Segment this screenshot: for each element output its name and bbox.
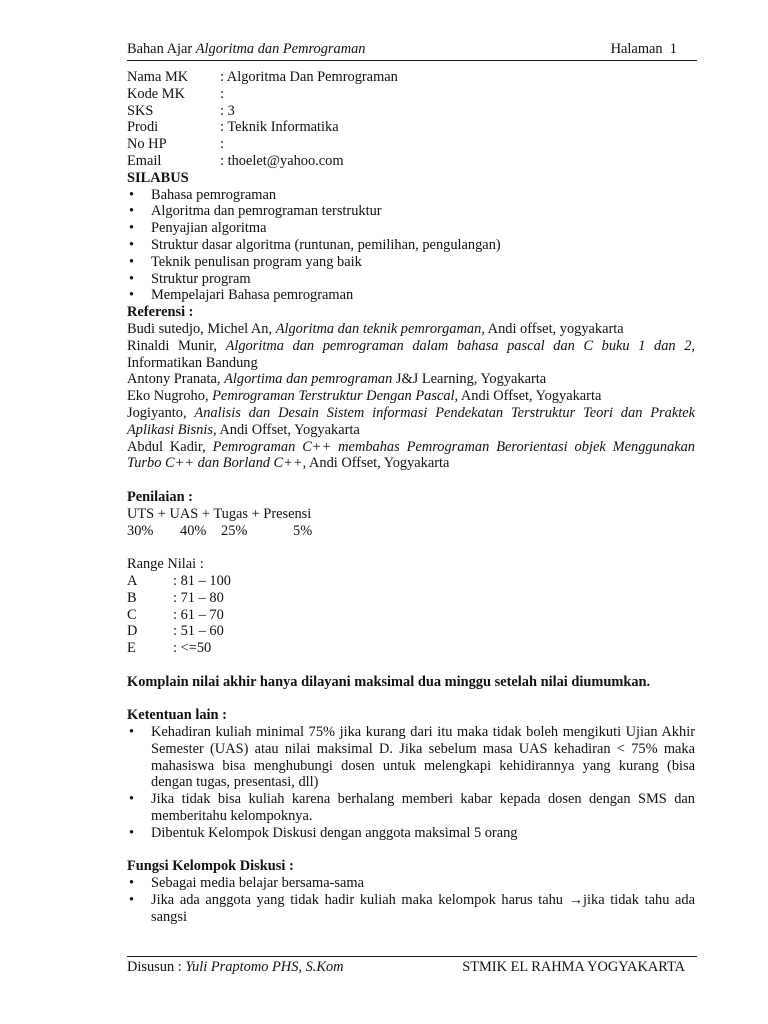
ref-publisher: , Andi Offset, Yogyakarta [302,455,450,472]
list-item: • Struktur program [127,271,695,288]
fungsi-list [127,875,695,925]
silabus-heading: SILABUS [127,169,189,186]
info-row [127,136,695,153]
range-row [127,573,695,590]
ref-author: Budi sutedjo, Michel An, [127,320,276,337]
info-key: No HP [127,136,167,153]
ref-publisher: Andi offset, yogyakarta [484,320,624,337]
info-row [127,119,695,136]
list-item: • Bahasa pemrograman [127,187,695,204]
ketentuan-heading: Ketentuan lain : [127,707,227,724]
ref-title: Pemrograman C++ membahas Pemrograman Berorientasi objek Menggunakan Turbo C++ dan Borland C++ [127,438,695,472]
info-key: Prodi [127,119,159,136]
info-key: Email [127,152,162,169]
info-value: : [220,136,224,153]
fungsi-heading: Fungsi Kelompok Diskusi : [127,858,294,875]
spacer [127,690,695,707]
komplain-note: Komplain nilai akhir hanya dilayani maksimal dua minggu setelah nilai diumumkan. [127,673,651,690]
page-number: Halaman 1 [610,41,677,57]
info-value: : Teknik Informatika [220,119,339,136]
list-item: • Teknik penulisan program yang baik [127,254,695,271]
spacer [127,657,695,674]
penilaian-formula: UTS + UAS + Tugas + Presensi [127,505,312,522]
list-item: • Algoritma dan pemrograman terstruktur [127,203,695,220]
reference-entry [127,439,695,473]
range-row [127,607,695,624]
reference-entry [127,371,695,388]
list-item: • Jika ada anggota yang tidak hadir kuliah maka kelompok harus tahu →jika tidak tahu ada sangsi [127,892,695,926]
info-row [127,86,695,103]
list-item: • Struktur dasar algoritma (runtunan, pemilihan, pengulangan) [127,237,695,254]
range-grade: D [127,623,138,640]
ref-author: Abdul Kadir, [127,438,213,455]
spacer [127,472,695,489]
ref-author: Eko Nugroho, [127,388,213,405]
range-value: : 71 – 80 [173,589,224,606]
ref-title: Algoritma dan teknik pemrorgaman, [275,320,485,337]
header-prefix: Bahan Ajar [127,41,193,57]
percent-value: 30% [127,522,154,539]
range-value: : 81 – 100 [173,572,231,589]
list-item: • Dibentuk Kelompok Diskusi dengan anggota maksimal 5 orang [127,825,695,842]
range-value: : 51 – 60 [173,623,224,640]
referensi-list [127,320,699,472]
spacer [127,539,695,556]
list-item: • Mempelajari Bahasa pemrograman [127,287,695,304]
range-row [127,640,695,657]
range-grade: E [127,640,136,657]
ref-publisher: Andi Offset, Yogyakarta [458,388,602,405]
footer-credit [127,959,344,976]
penilaian-heading: Penilaian : [127,488,193,505]
range-list [127,573,695,657]
range-value: : 61 – 70 [173,606,224,623]
info-key: Nama MK [127,69,189,85]
ref-title: Pemrograman Terstruktur Dengan Pascal, [212,388,459,405]
list-item: • Kehadiran kuliah minimal 75% jika kurang dari itu maka tidak boleh mengikuti Ujian Akhir Semester (UAS) atau nilai maksimal D. Jika sebelum masa UAS kehadiran < 75% maka mahasiswa bisa menghubungi dosen untuk melengkapi kehidirannya yang kurang (bisa dengan tugas, presentasi, dll) [127,724,695,791]
reference-entry [127,405,695,439]
percent-value: 40% [180,522,207,539]
page-header [127,41,697,61]
info-row [127,103,695,120]
info-value: : 3 [220,102,235,119]
penilaian-percentages [127,523,695,540]
ref-author: Jogiyanto, [127,404,195,421]
ref-publisher: J&J Learning, Yogyakarta [392,371,547,388]
info-row [127,153,695,170]
page-footer [127,956,697,976]
document-body [127,69,699,926]
footer-author: Yuli Praptomo PHS, S.Kom [185,959,344,975]
silabus-list [127,187,695,305]
info-value: : [220,85,224,102]
ref-title: Algoritma dan pemrograman dalam bahasa pascal dan C buku 1 dan 2, [225,337,695,354]
range-row [127,590,695,607]
info-value: : thoelet@yahoo.com [220,152,344,169]
ref-title: Analisis dan Desain Sistem informasi Pendekatan Terstruktur Teori dan Praktek Aplikasi Bisnis, [127,404,695,438]
range-heading: Range Nilai : [127,556,204,573]
reference-entry [127,388,695,405]
info-key: Kode MK [127,85,185,102]
percent-value: 5% [293,522,313,539]
header-title-group [127,41,366,58]
reference-entry [127,321,695,338]
info-key: SKS [127,102,154,119]
percent-value: 25% [221,522,248,539]
reference-entry [127,337,699,372]
info-value: : Algoritma Dan Pemrograman [220,69,398,85]
footer-label: Disusun : [127,959,186,975]
info-row [127,69,695,86]
ketentuan-list [127,724,695,842]
range-grade: B [127,589,137,606]
list-item: • Penyajian algoritma [127,220,695,237]
list-item: • Jika tidak bisa kuliah karena berhalang memberi kabar kepada dosen dengan SMS dan memberitahu kelompoknya. [127,791,695,825]
referensi-heading: Referensi : [127,304,194,321]
course-info [127,69,695,170]
ref-author: Antony Pranata, [127,371,225,388]
range-value: : <=50 [173,640,212,657]
ref-publisher: Informatikan Bandung [127,337,699,371]
list-item: • Sebagai media belajar bersama-sama [127,875,695,892]
header-title: Algoritma dan Pemrograman [195,41,366,57]
range-grade: C [127,606,137,623]
ref-title: Algortima dan pemrograman [224,371,393,388]
ref-publisher: Andi Offset, Yogyakarta [216,421,360,438]
ref-author: Rinaldi Munir, [127,337,226,354]
spacer [127,842,695,859]
range-grade: A [127,572,138,589]
footer-org: STMIK EL RAHMA YOGYAKARTA [462,959,685,975]
range-row [127,623,695,640]
